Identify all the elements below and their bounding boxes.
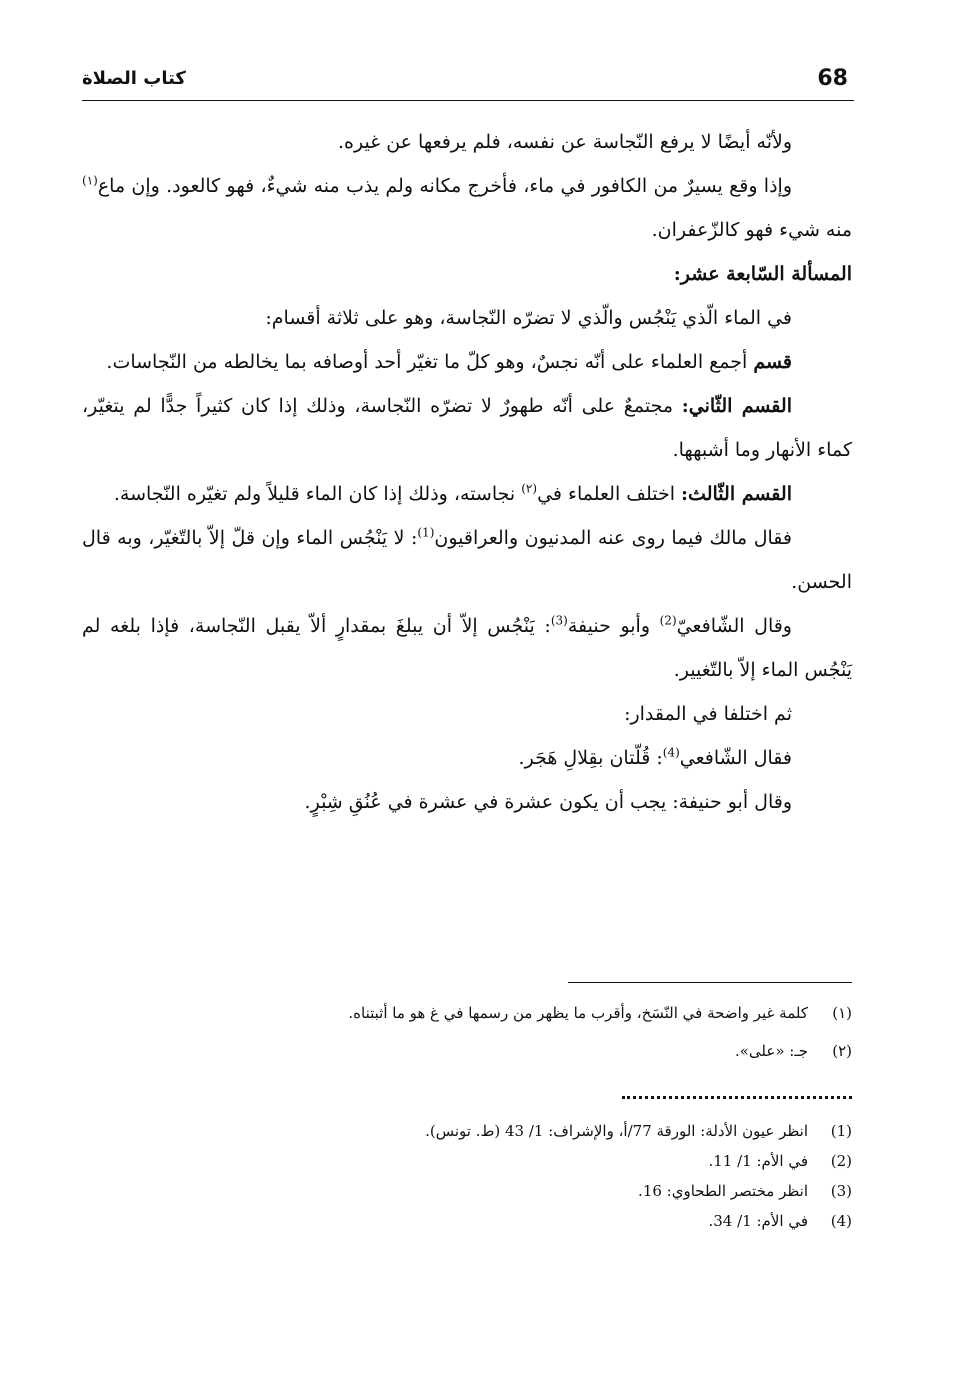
source-footnote [82,1206,852,1236]
dotted-separator [622,1096,852,1099]
paragraph-5: القسم الثّاني: مجتمعٌ على أنّه طهورٌ لا تضرّه النّجاسة، وذلك إذا كان كثيراً جدًّا لم يتغيّر، كماء الأنهار وما أشبهها. [82,395,852,461]
footnote-text: في الأم: 1/ 34. [708,1212,808,1230]
footnote-number: (4) [830,1212,852,1230]
footnote-ref: (1) [417,525,435,540]
footnote-ref: (3) [550,613,568,628]
editor-footnote [82,994,852,1032]
editor-footnote [82,1032,852,1070]
paragraph-4: قسم أجمع العلماء على أنّه نجسٌ، وهو كلّ ما تغيّر أحد أوصافه بما يخالطه من النّجاسات. [106,351,792,373]
paragraph-7: فقال مالك فيما روى عنه المدنيون والعراقيون$^{(1)}$: لا يَنْجُس الماء وإن قلّ إلاّ بالتّغيّر، وبه قال الحسن. [82,525,852,593]
running-title: كتاب الصلاة [82,68,186,89]
paragraph-6: القسم الثّالث: اختلف العلماء في$^{(٢)}$ نجاسته، وذلك إذا كان الماء قليلاً ولم تغيّره النّجاسة. [113,481,792,505]
source-footnote [82,1116,852,1146]
paragraph-3: في الماء الّذي يَنْجُس والّذي لا تضرّه النّجاسة، وهو على ثلاثة أقسام: [265,307,792,329]
footnote-text: كلمة غير واضحة في النّسَخ، وأقرب ما يظهر من رسمها في غ هو ما أثبتناه. [348,1004,808,1022]
footnote-text: في الأم: 1/ 11. [708,1152,808,1170]
footnote-ref: (2) [659,613,677,628]
paragraph-1: ولأنّه أيضًا لا يرفع النّجاسة عن نفسه، فلم يرفعها عن غيره. [338,131,792,153]
source-footnotes [82,1116,852,1236]
page-header [82,66,854,101]
paragraph-10: فقال الشّافعي$^{(4)}$: قُلّتان بقِلالِ هَجَر. [518,745,792,769]
footnote-text: جـ: «على». [734,1042,808,1060]
main-text [82,120,852,824]
editor-footnotes [82,994,852,1070]
section-heading: المسألة السّابعة عشر: [673,263,852,285]
footnote-ref: (4) [662,745,680,760]
source-footnote [82,1146,852,1176]
footnote-text: انظر عيون الأدلة: الورقة 77/أ، والإشراف: 1/ 43 (ط. تونس). [425,1122,808,1140]
footnote-number: (3) [830,1182,852,1200]
footnote-number: (٢) [832,1042,852,1060]
footnote-ref: (٢) [521,481,538,496]
footnote-number: (2) [830,1152,852,1170]
footnote-number: (١) [832,1004,852,1022]
paragraph-9: ثم اختلفا في المقدار: [624,703,792,725]
page-number: 68 [817,66,848,91]
footnote-number: (1) [830,1122,852,1140]
source-footnote [82,1176,852,1206]
paragraph-2: وإذا وقع يسيرٌ من الكافور في ماء، فأخرج مكانه ولم يذب منه شيءٌ، فهو كالعود. وإن ماع$^{(١)}$ منه شيء فهو كالزّعفران. [82,173,852,241]
footnote-text: انظر مختصر الطحاوي: 16. [638,1182,808,1200]
footnote-separator [568,982,852,983]
footnote-ref: (١) [82,173,98,188]
paragraph-8: وقال الشّافعيّ$^{(2)}$ وأبو حنيفة$^{(3)}$: يَنْجُس إلاّ أن يبلغَ بمقدارٍ ألاّ يقبل النّجاسة، فإذا بلغه لم يَنْجُس الماء إلاّ بالتّغيير. [82,613,852,681]
paragraph-11: وقال أبو حنيفة: يجب أن يكون عشرة في عشرة في عُنُقِ شِبْرٍ. [304,791,792,813]
